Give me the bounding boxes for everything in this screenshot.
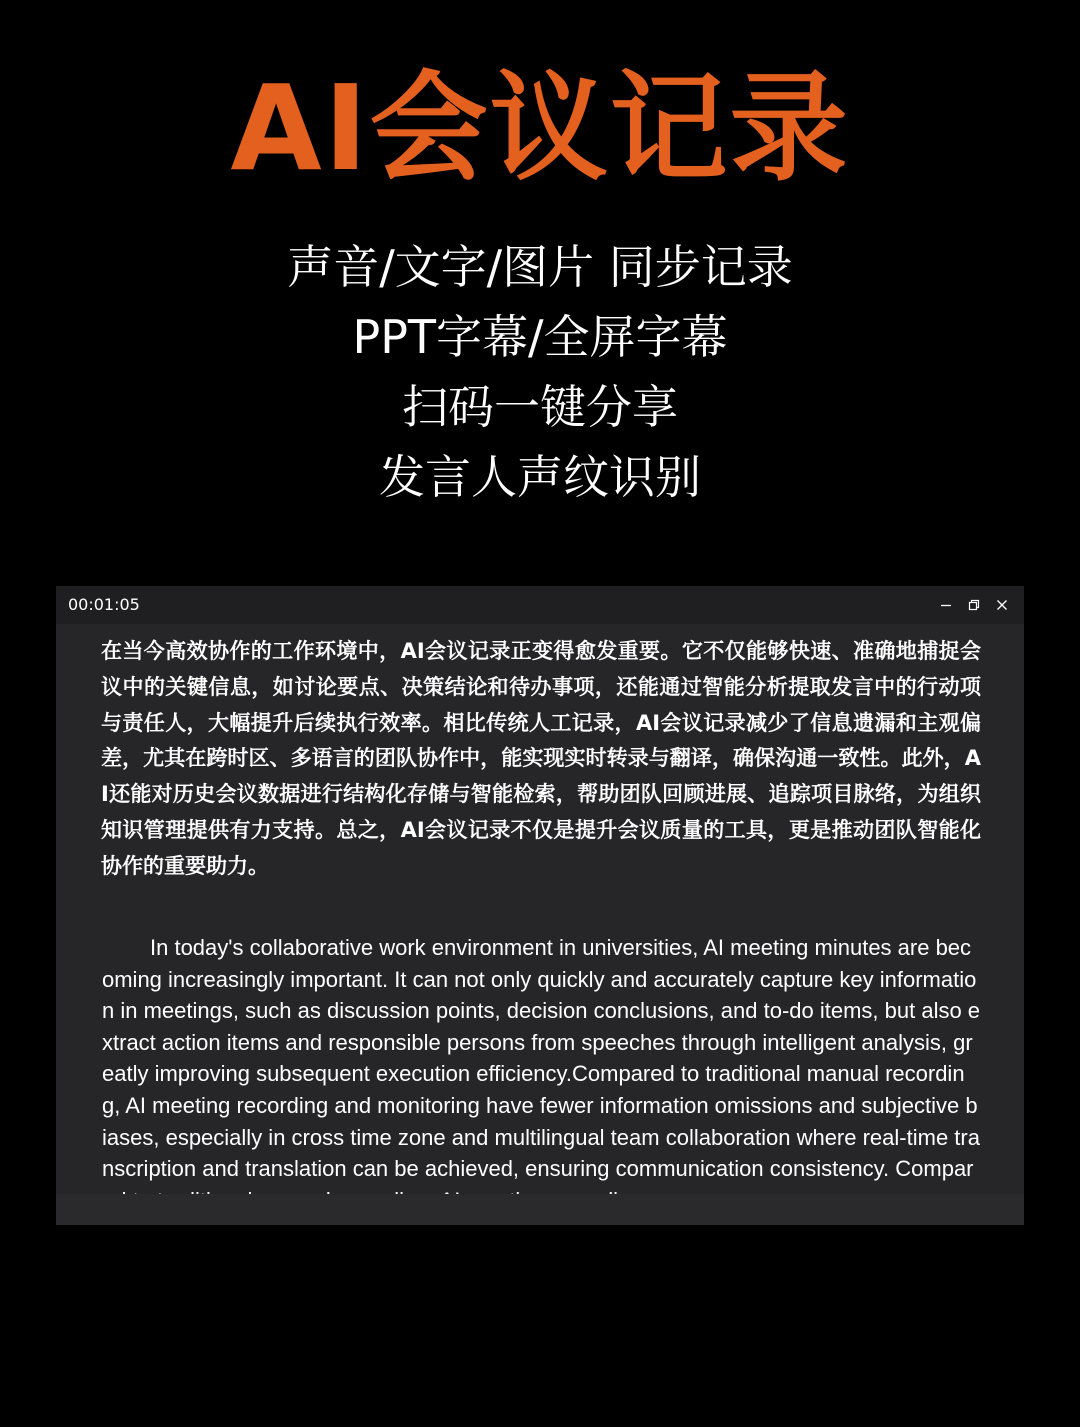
restore-icon bbox=[968, 599, 980, 611]
window-controls bbox=[932, 586, 1016, 624]
window-titlebar[interactable] bbox=[56, 586, 1024, 624]
restore-button[interactable] bbox=[960, 586, 988, 624]
close-icon bbox=[996, 599, 1008, 611]
page-title: AI会议记录 bbox=[230, 59, 850, 197]
recording-timer: 00:01:05 bbox=[68, 595, 140, 614]
minimize-button[interactable] bbox=[932, 586, 960, 624]
feature-item-voiceprint: 发言人声纹识别 bbox=[379, 450, 701, 504]
feature-item-sync-record: 声音/文字/图片 同步记录 bbox=[287, 240, 793, 294]
close-button[interactable] bbox=[988, 586, 1016, 624]
transcript-content[interactable] bbox=[56, 624, 1024, 1194]
transcript-english: In today's collaborative work environment in universities, AI meeting minutes are becoming increasingly important. It can not only quickly and accurately capture key information in meetings, such as discussion points, decision conclusions, and to-do items, but also extract action items and responsible persons from speeches through intelligent analysis, greatly improving subsequent execution efficiency.Compared to traditional manual recording, AI meeting recording and monitoring have fewer information omissions and subjective biases, especially in cross time zone and multilingual team collaboration where real-time transcription and translation can be achieved, ensuring communication consistency. Compar bbox=[102, 935, 981, 1182]
window-bottom-bar bbox=[56, 1194, 1024, 1225]
feature-item-subtitles: PPT字幕/全屏字幕 bbox=[352, 310, 728, 364]
feature-item-share: 扫码一键分享 bbox=[402, 380, 678, 434]
transcript-chinese: 在当今高效协作的工作环境中，AI会议记录正变得愈发重要。它不仅能够快速、准确地捕捉会议中的关键信息，如讨论要点、决策结论和待办事项，还能通过智能分析提取发言中的行动项与责任人，大幅提升后续执行效率。相比传统人工记录，AI会议记录减少了信息遗漏和主观偏差，尤其在跨时区、多语言的团队协作中，能实现实时转录与翻译，确保沟通一致性。此外，AI还能对历史会议数据进行结构化存储与智能检索，帮助团队回顾进展、追踪项目脉络，为组织知识管理提供有力支持。总之，AI会议记录不仅是提升会议质量的工具，更是推动团队智能化协作的重要助力。 bbox=[101, 639, 981, 878]
feature-list bbox=[0, 232, 1080, 512]
transcript-window bbox=[56, 586, 1024, 1225]
minimize-icon bbox=[940, 599, 952, 611]
